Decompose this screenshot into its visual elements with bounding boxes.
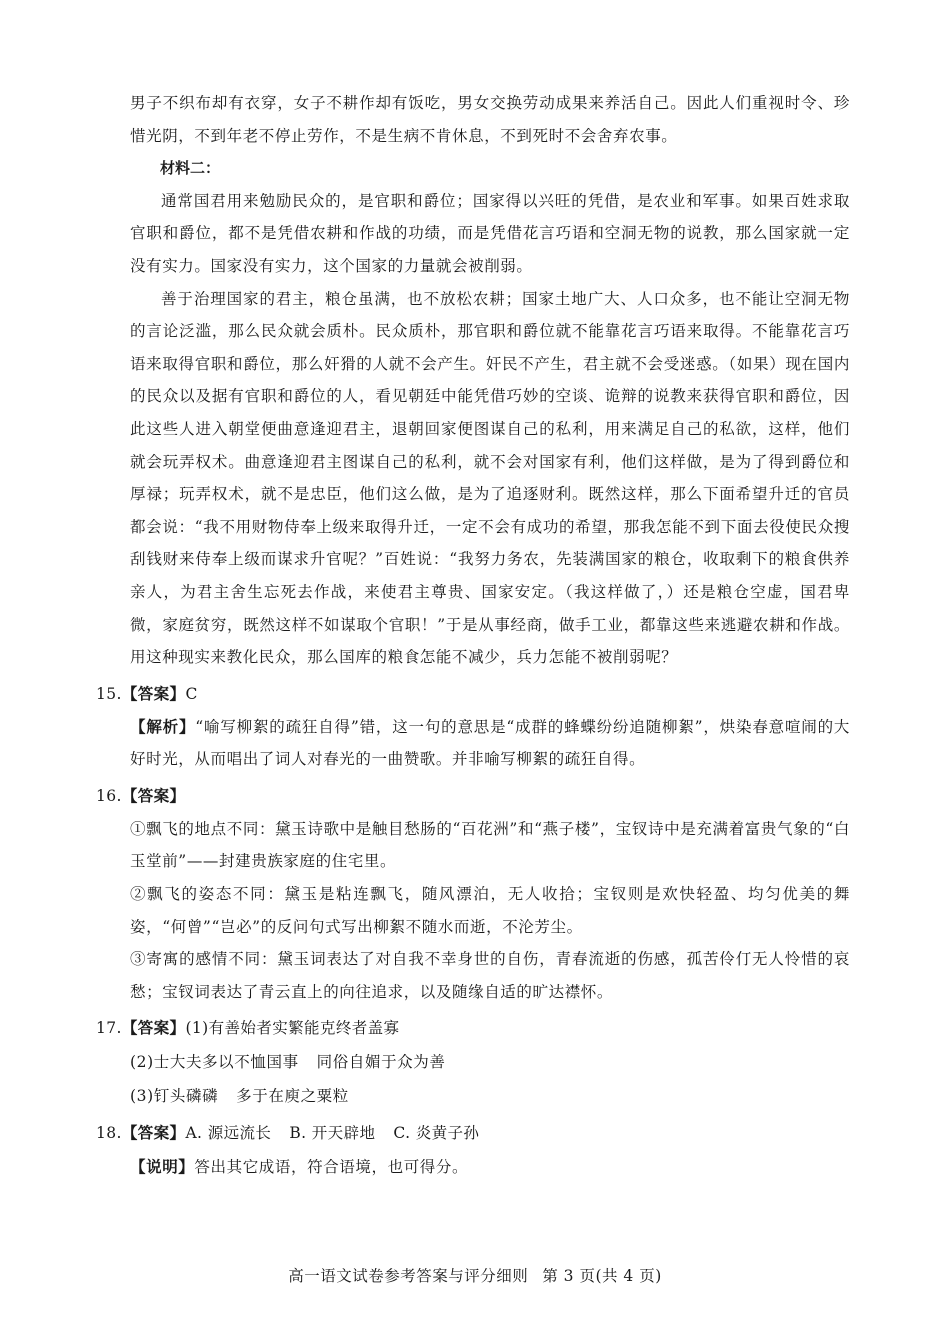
q16-point-2: ②飘飞的姿态不同：黛玉是粘连飘飞，随风漂泊，无人收拾；宝钗则是欢快轻盈、均匀优美的舞姿，“何曾”“岂必”的反问句式写出柳絮不随水而逝，不沦芳尘。 (130, 885, 850, 936)
q16-answer-tag: 【答案】 (121, 785, 186, 805)
q17-header (96, 1011, 850, 1045)
material2-heading: 材料二： (160, 159, 221, 178)
material2-paragraph-2: 善于治理国家的君主，粮仓虽满，也不放松农耕；国家土地广大、人口众多，也不能让空洞无物的言论泛滥，那么民众就会质朴。民众质朴，那官职和爵位就不能靠花言巧语来取得。不能靠花言巧语来取得官职和爵位，那么奸猾的人就不会产生。奸民不产生，君主就不会受迷惑。（如果）现在国内的民众以及据有官职和爵位的人，看见朝廷中能凭借巧妙的空谈、诡辩的说教来获得官职和爵位，因此这些人进入朝堂便曲意逢迎君主，退朝回家便图谋自己的私利，用来满足自己的私欲，这样，他们就会玩弄权术。曲意逢迎君主图谋自己的私利，就不会对国家有利，他们这样做，是为了得到爵位和厚禄；玩弄权术，就不是忠臣，他们这么做，是为了追逐财利。既然这样，那么下面希望升迁的官员都会说：“我不用财物侍奉上级来取得升迁，一定不会有成功的希望，那我怎能不到下面去役使民众搜刮钱财来侍奉上级而谋求升官呢？”百姓说：“我努力务农，先装满国家的粮仓，收取剩下的粮食供养亲人，为君主舍生忘死去作战，来使君主尊贵、国家安定。（我这样做了，）还是粮仓空虚，国君卑微，家庭贫穷，既然这样不如谋取个官职！”于是从事经商，做手工业，都靠这些来逃避农耕和作战。用这种现实来教化民众，那么国库的粮食怎能不减少，兵力怎能不被削弱呢？ (130, 289, 850, 667)
q15-number: 15. (96, 684, 122, 703)
q18-note (130, 1150, 850, 1184)
q17-answer-tag: 【答案】 (121, 1018, 186, 1038)
q15-answer: C (185, 684, 198, 703)
q16-number: 16. (96, 786, 122, 805)
footer-page-number: 第 3 页(共 4 页) (542, 1267, 662, 1285)
question-18 (96, 1116, 850, 1184)
q17-line-1-b: 能克终者盖寡 (304, 1019, 400, 1038)
q17-line-3-a: 钉头磷磷 (153, 1087, 219, 1106)
question-16 (96, 779, 850, 1009)
q17-line-2-a: 士大夫多以不恤国事 (153, 1053, 299, 1072)
question-15 (96, 677, 850, 776)
q18-number: 18. (96, 1124, 122, 1143)
q18-option-b: B. 开天辟地 (289, 1124, 376, 1143)
q17-number: 17. (96, 1019, 122, 1038)
footer-title: 高一语文试卷参考答案与评分细则 (288, 1267, 529, 1285)
q17-line-1-label: (1) (185, 1019, 209, 1038)
q16-header (96, 779, 850, 813)
material2-paragraph-1: 通常国君用来勉励民众的，是官职和爵位；国家得以兴旺的凭借，是农业和军事。如果百姓求取官职和爵位，都不是凭借农耕和作战的功绩，而是凭借花言巧语和空洞无物的说教，那么国家就一定没有实力。国家没有实力，这个国家的力量就会被削弱。 (130, 191, 850, 275)
q18-option-c: C. 炎黄子孙 (393, 1124, 480, 1143)
q17-line-2-label: (2) (130, 1053, 154, 1072)
q18-header (96, 1116, 850, 1150)
q15-analysis-tag: 【解析】 (130, 716, 196, 736)
q15-header (96, 677, 850, 711)
q17-line-2-b: 同俗自媚于众为善 (316, 1053, 446, 1072)
q17-line-3 (130, 1079, 850, 1113)
q18-note-text: 答出其它成语，符合语境，也可得分。 (194, 1158, 469, 1177)
page-content (96, 87, 850, 1184)
page-footer (0, 1264, 950, 1286)
q18-note-tag: 【说明】 (130, 1157, 195, 1177)
material1-tail: 男子不织布却有衣穿，女子不耕作却有饭吃，男女交换劳动成果来养活自己。因此人们重视时令、珍惜光阴，不到年老不停止劳作，不是生病不肯休息，不到死时不会舍弃农事。 (130, 94, 850, 145)
q17-line-1-a: 有善始者实繁 (208, 1019, 305, 1038)
q15-analysis (130, 711, 850, 776)
q17-line-3-b: 多于在庾之粟粒 (236, 1087, 349, 1106)
q18-answer-tag: 【答案】 (121, 1123, 186, 1143)
q16-point-3: ③寄寓的感情不同：黛玉词表达了对自我不幸身世的自伤，青春流逝的伤感，孤苦伶仃无人怜惜的哀愁；宝钗词表达了青云直上的向往追求，以及随缘自适的旷达襟怀。 (130, 950, 850, 1001)
question-17 (96, 1011, 850, 1113)
q15-answer-tag: 【答案】 (121, 683, 186, 703)
q16-point-1: ①飘飞的地点不同：黛玉诗歌中是触目愁肠的“百花洲”和“燕子楼”，宝钗诗中是充满着富贵气象的“白玉堂前”——封建贵族家庭的住宅里。 (130, 819, 850, 871)
q18-option-a: A. 源远流长 (185, 1124, 272, 1143)
q15-analysis-text: “喻写柳絮的疏狂自得”错，这一句的意思是“成群的蜂蝶纷纷追随柳絮”，烘染春意喧闹的大好时光，从而唱出了词人对春光的一曲赞歌。并非喻写柳絮的疏狂自得。 (130, 717, 850, 769)
q17-line-2 (130, 1045, 850, 1079)
q17-line-3-label: (3) (130, 1087, 154, 1106)
